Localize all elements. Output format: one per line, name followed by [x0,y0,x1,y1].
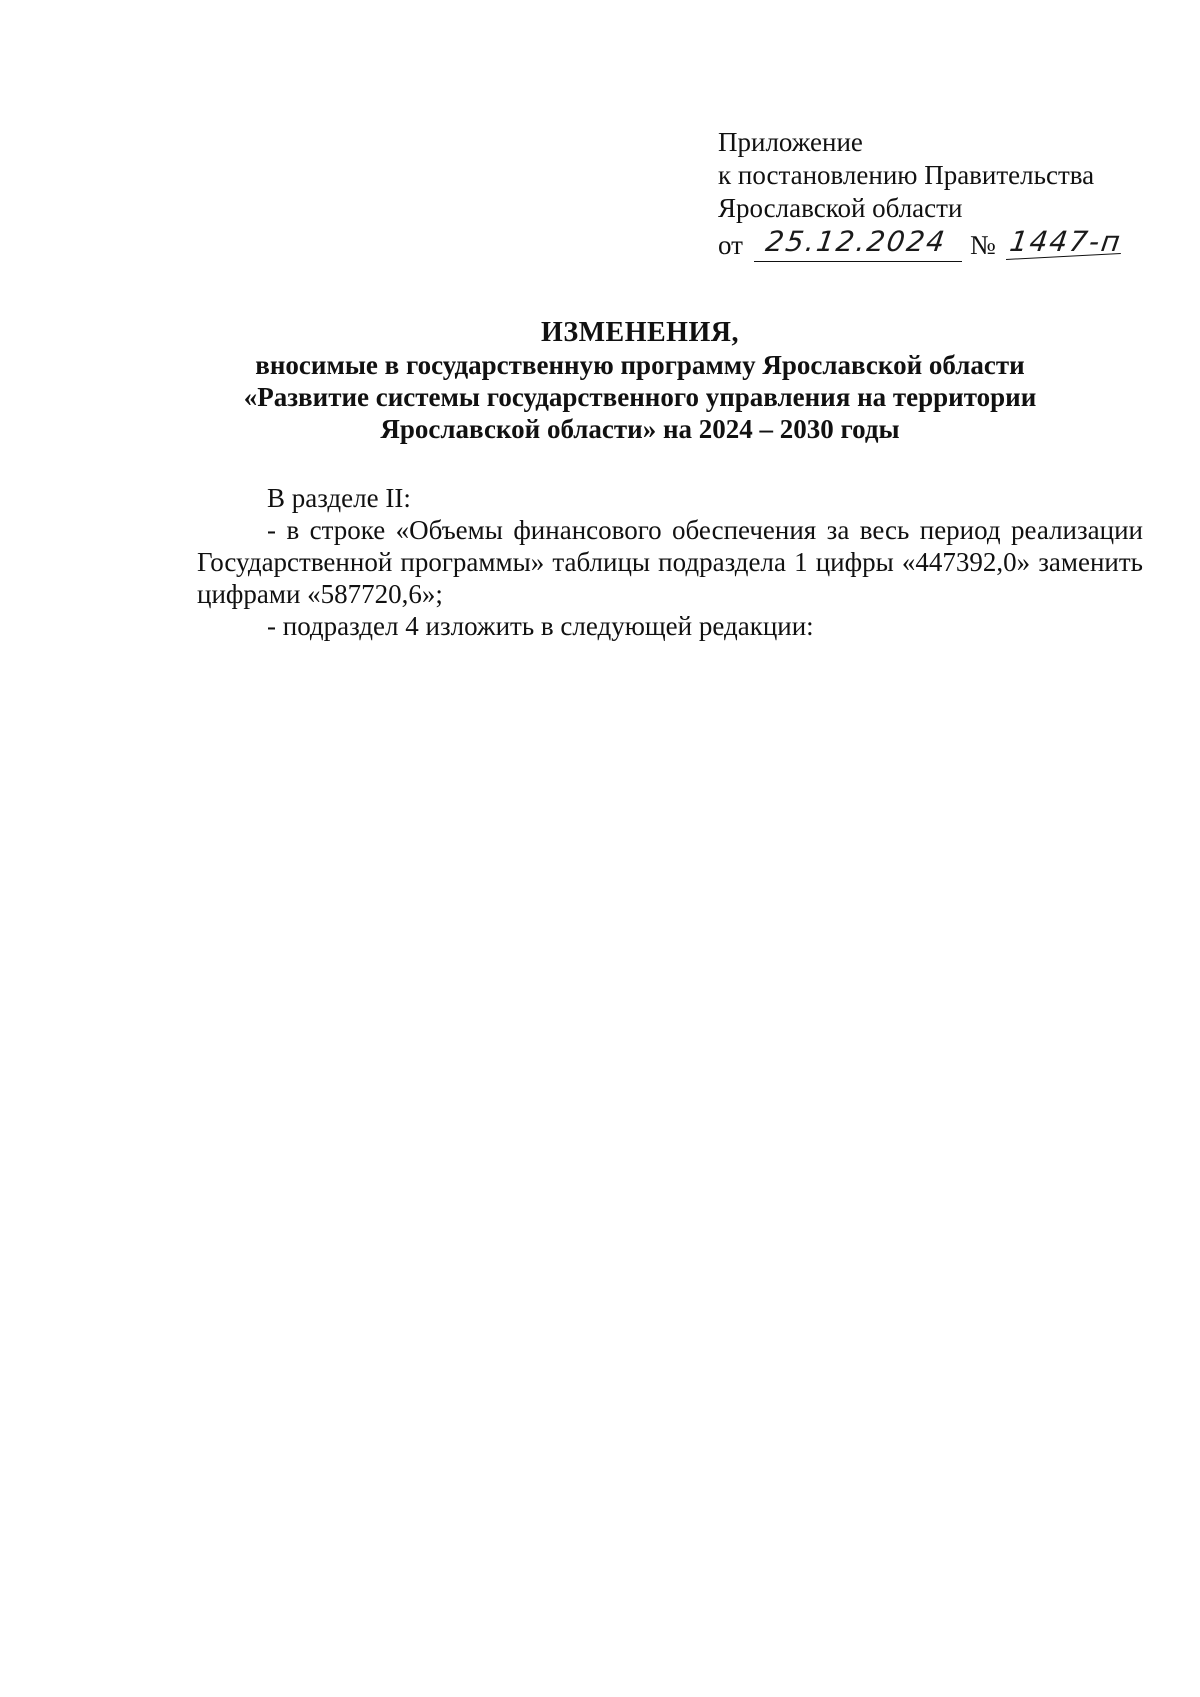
appendix-region: Ярославской области [718,193,963,223]
appendix-resolution-ref: к постановлению Правительства [718,160,1095,190]
document-body [197,482,1143,642]
appendix-header [718,126,1124,265]
title-line-2: вносимые в государственную программу Ярославской области [255,350,1025,380]
appendix-label: Приложение [718,127,863,157]
section-heading: В разделе II: [267,483,411,513]
title-line-3: «Развитие системы государственного управления на территории [243,382,1037,412]
change-item-2: - подраздел 4 изложить в следующей редакции: [267,611,814,641]
title-main: ИЗМЕНЕНИЯ, [541,317,739,348]
title-line-4: Ярославской области» на 2024 – 2030 годы [380,414,900,444]
date-prefix: от [718,230,743,260]
number-prefix: № [970,230,996,260]
number-field [1006,225,1126,261]
document-title [200,317,1080,445]
appendix-date-number-line [718,225,1124,265]
handwritten-number: 1447-п [1007,225,1124,258]
change-item-1: - в строке «Объемы финансового обеспечения за весь период реализации Государственной программы» таблицы подраздела 1 цифры «447392,0» заменить цифрами «587720,6»; [197,515,1143,609]
handwritten-date: 25.12.2024 [763,225,949,258]
date-field [754,225,962,262]
